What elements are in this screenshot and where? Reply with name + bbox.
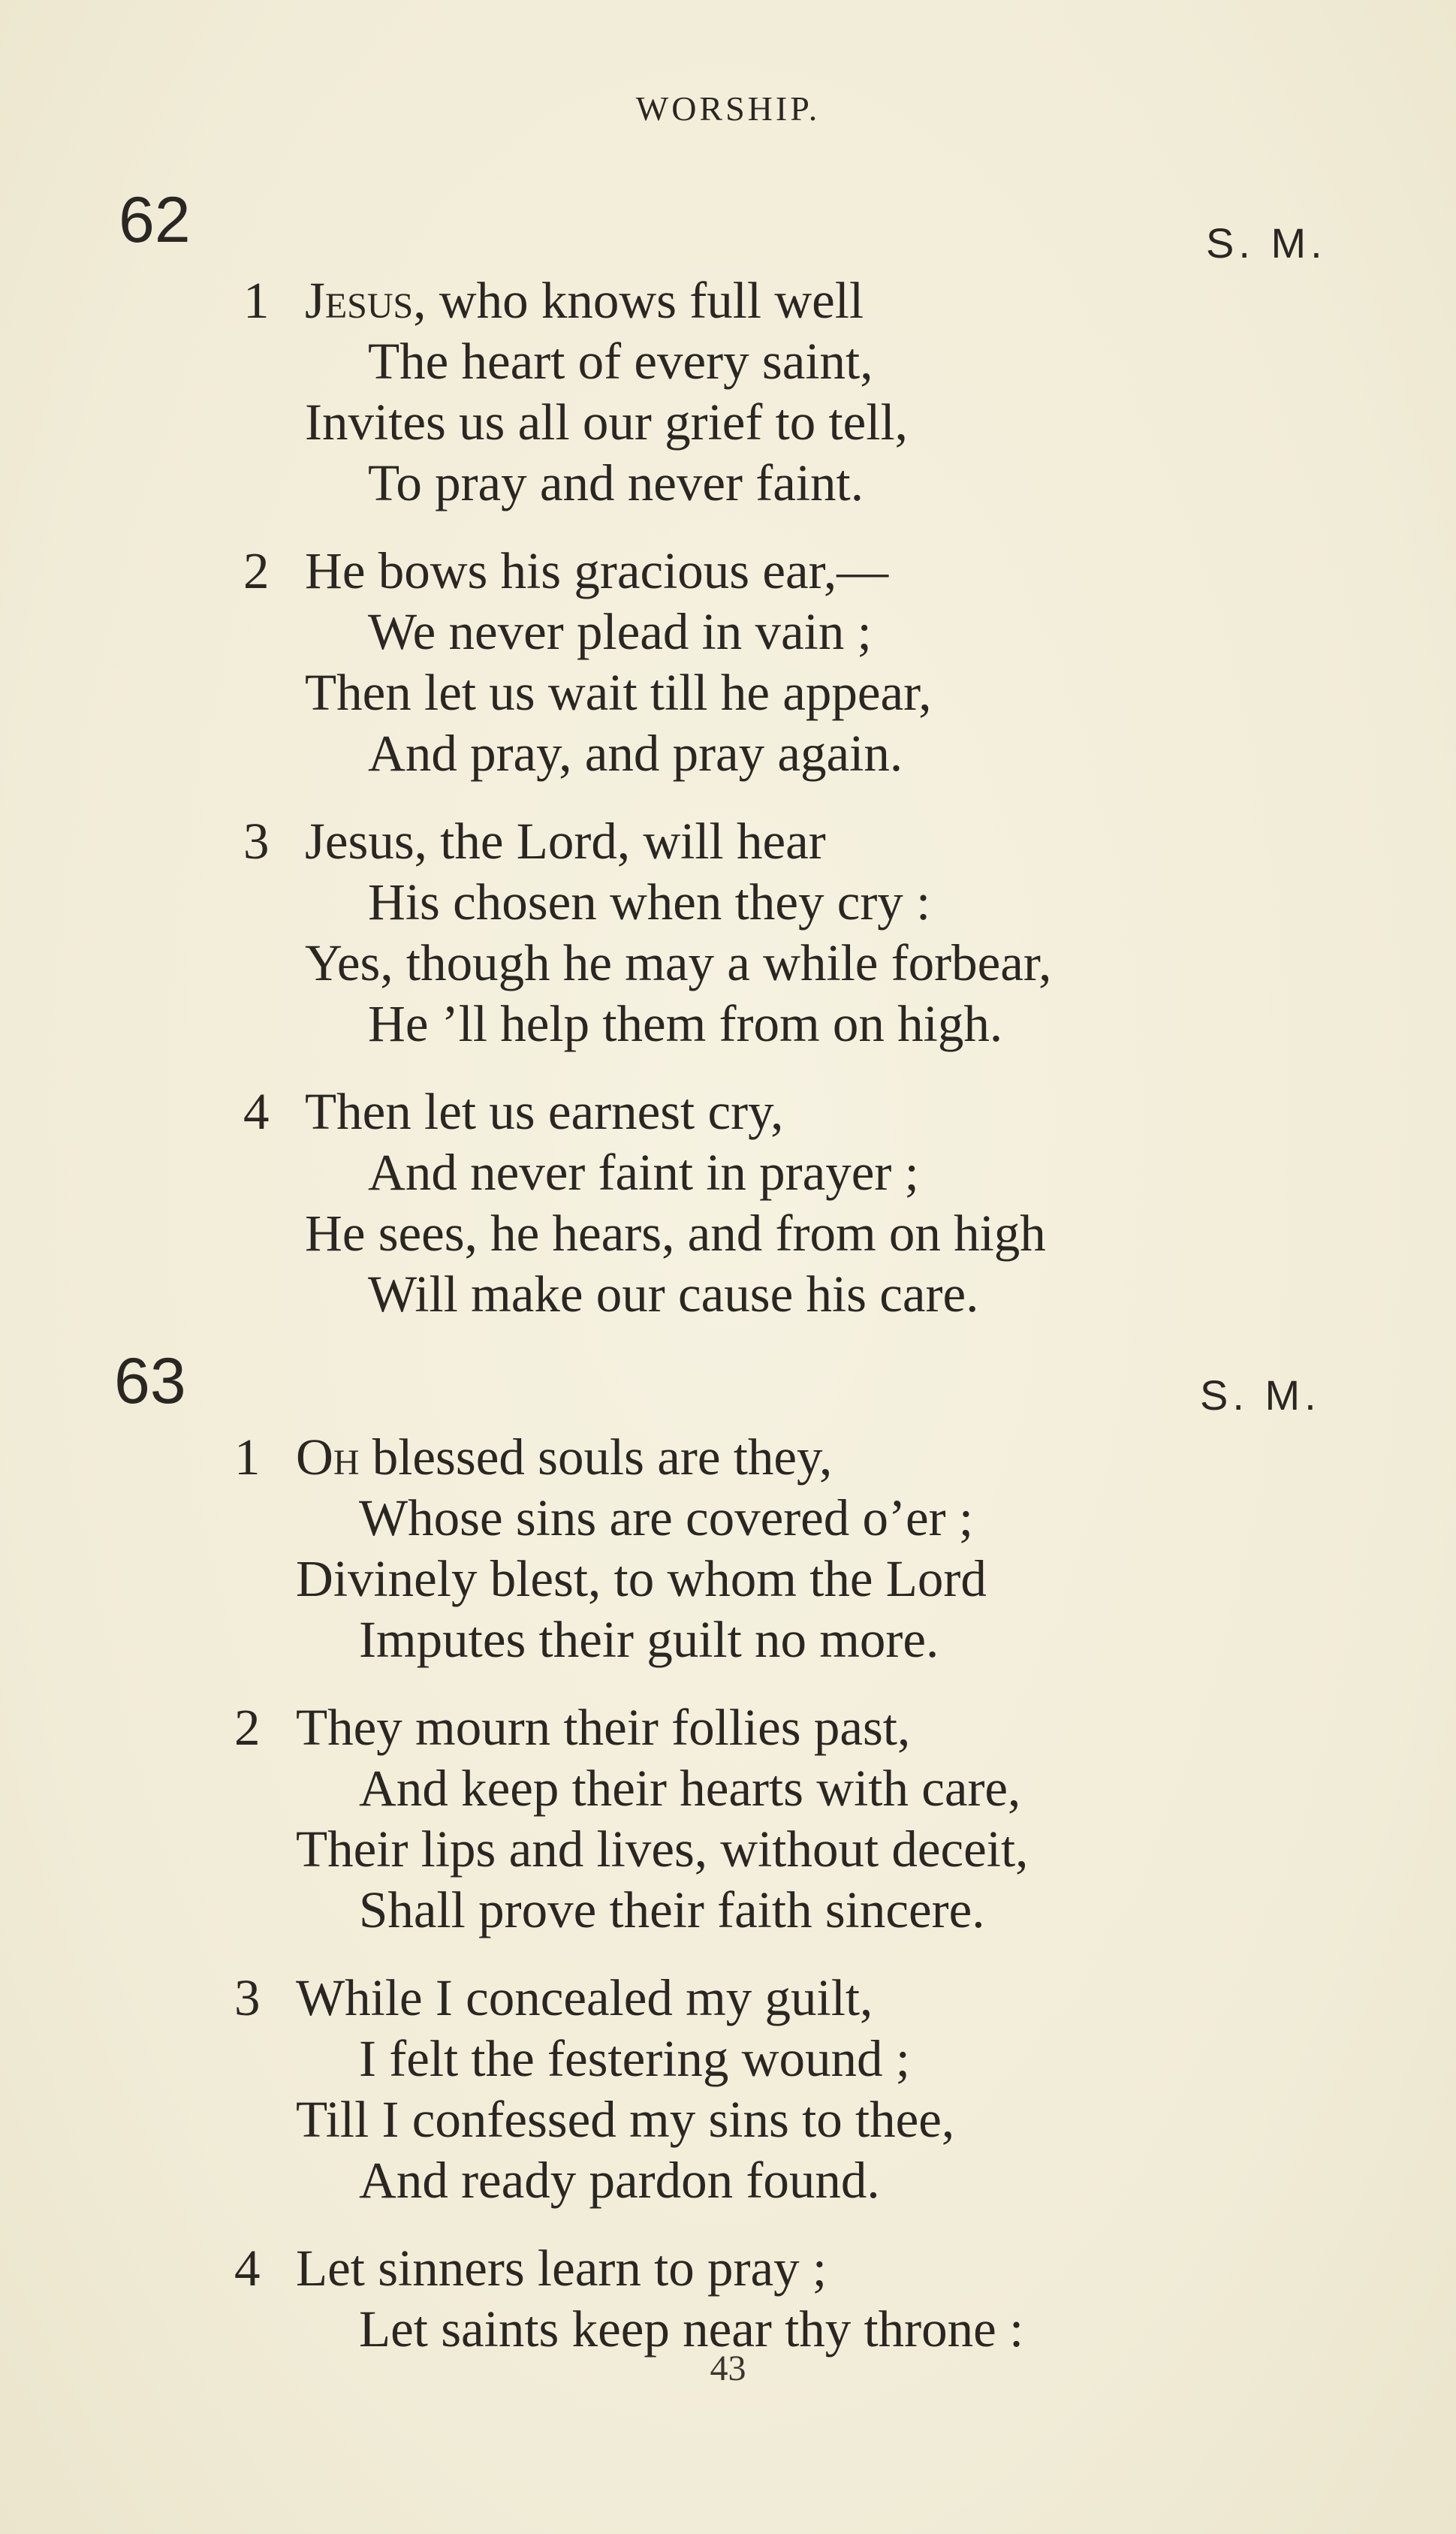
stanza-line: 1 Oh blessed souls are they, — [296, 1427, 987, 1488]
stanza — [243, 270, 908, 514]
stanza-line: Whose sins are covered o’er ; — [359, 1489, 974, 1546]
stanza-line: Will make our cause his care. — [368, 1265, 979, 1323]
stanza-line: Shall prove their faith sincere. — [359, 1881, 985, 1938]
stanza-number: 3 — [243, 813, 270, 870]
stanza-line: 4 Then let us earnest cry, — [305, 1081, 1046, 1142]
stanza-line: Divinely blest, to whom the Lord — [296, 1550, 987, 1607]
stanza-line: 4 Let sinners learn to pray ; — [296, 2238, 1023, 2299]
stanza-line: Yes, though he may a while forbear, — [305, 934, 1052, 991]
hymn-meter: S. M. — [1200, 1371, 1321, 1419]
stanza-line: 2 They mourn their follies past, — [296, 1697, 1028, 1758]
stanza-line: We never plead in vain ; — [368, 603, 872, 660]
page-number: 43 — [710, 2348, 746, 2388]
stanza-line: 3 While I concealed my guilt, — [296, 1968, 954, 2029]
stanza-line: The heart of every saint, — [368, 333, 873, 390]
stanza-line: His chosen when they cry : — [368, 873, 931, 931]
stanza-first-word: Jesus — [305, 272, 414, 329]
stanza-line: And never faint in prayer ; — [368, 1144, 919, 1201]
stanza-line: Let saints keep near thy throne : — [359, 2300, 1024, 2358]
stanza-line: Their lips and lives, without deceit, — [296, 1821, 1029, 1878]
stanza-line: 2 He bows his gracious ear,— — [305, 541, 932, 602]
hymn-meter: S. M. — [1206, 219, 1327, 267]
stanza-line: And keep their hearts with care, — [359, 1760, 1021, 1817]
running-head: WORSHIP. — [635, 89, 821, 128]
stanza-number: 1 — [234, 1428, 261, 1486]
stanza-line: Then let us wait till he appear, — [305, 664, 932, 721]
hymn-number: 62 — [119, 184, 191, 256]
stanza — [234, 1427, 987, 1670]
stanza-line: He sees, he hears, and from on high — [305, 1205, 1046, 1262]
stanza — [234, 1697, 1029, 1941]
stanza-line: I felt the festering wound ; — [359, 2030, 910, 2087]
hymn-number: 63 — [114, 1345, 186, 1417]
stanza-line: Invites us all our grief to tell, — [305, 394, 908, 451]
stanza — [243, 1081, 1046, 1325]
stanza-line: 3 Jesus, the Lord, will hear — [305, 811, 1051, 872]
stanza-number: 2 — [243, 542, 270, 599]
stanza — [243, 811, 1052, 1054]
stanza-line: He ’ll help them from on high. — [368, 995, 1003, 1052]
stanza-line: Till I confessed my sins to thee, — [296, 2091, 955, 2148]
stanza-number: 4 — [243, 1083, 270, 1140]
stanza-line: And ready pardon found. — [359, 2152, 880, 2209]
stanza — [234, 2238, 1024, 2360]
stanza-number: 3 — [234, 1969, 261, 2026]
stanza-line: Imputes their guilt no more. — [359, 1611, 939, 1668]
stanza-line: To pray and never faint. — [368, 454, 864, 511]
stanza-line: 1 Jesus, who knows full well — [305, 270, 908, 331]
stanza — [234, 1968, 955, 2211]
stanza-number: 4 — [234, 2240, 261, 2297]
stanza-number: 2 — [234, 1699, 261, 1756]
stanza — [243, 541, 932, 784]
stanza-first-word: Oh — [296, 1428, 360, 1486]
stanza-number: 1 — [243, 272, 270, 329]
stanza-line: And pray, and pray again. — [368, 725, 903, 782]
